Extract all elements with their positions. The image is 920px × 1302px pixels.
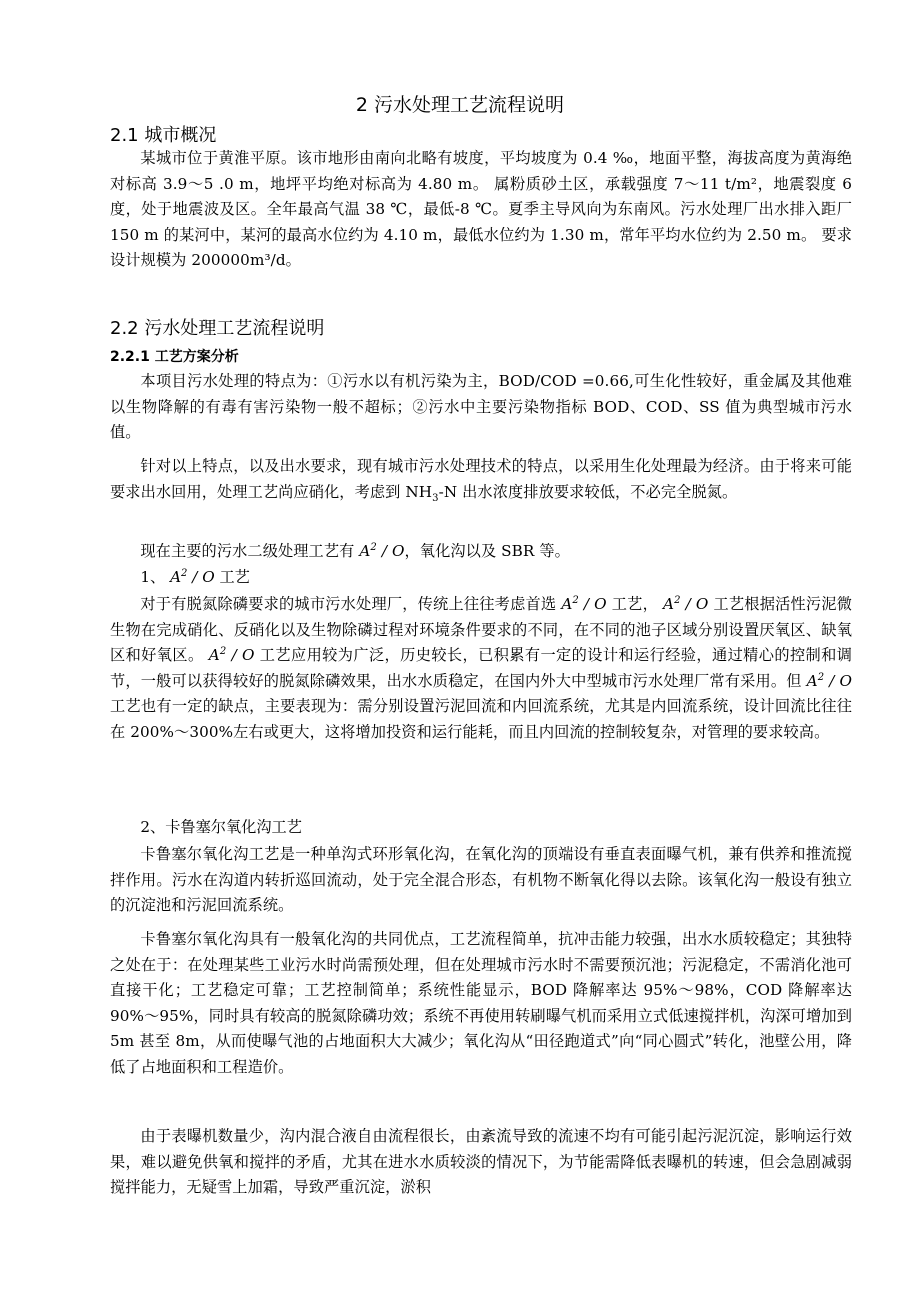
a2o-term: $A^2$ / O (663, 594, 709, 613)
a2o-description-paragraph: 对于有脱氮除磷要求的城市污水处理厂，传统上往往考虑首选 $A^2$ / O 工艺， $A^2$ / O 工艺根据活性污泥微生物在完成硝化、反硝化以及生物除磷过程对环境条件要求的不同，在不同的池子区域分别设置厌氧区、缺氧区和好氧区。 $A^2$ / O 工艺应用较为广泛，历史较长，已积累有一定的设计和运行经验，通过精心的控制和调节，一般可以获得较好的脱氮除磷效果，出水水质稳定，在国内外大中型城市污水处理厂常有采用。但 $A^2$ / O 工艺也有一定的缺点，主要表现为：需分别设置污泥回流和内回流系统，尤其是内回流系统，设计回流比往往在 200%～300%左右或更大，这将增加投资和运行能耗，而且内回流的控制较复杂，对管理的要求较高。 (110, 594, 853, 741)
main-processes-paragraph: 现在主要的污水二级处理工艺有 $A^2$ / O，氧化沟以及 SBR 等。 (140, 541, 570, 560)
page-title: 2 污水处理工艺流程说明 (355, 94, 565, 116)
subsection-heading-2-2-1: 2.2.1 工艺方案分析 (110, 349, 239, 365)
a2o-term: $A^2$ / O (359, 541, 405, 560)
city-overview-paragraph: 某城市位于黄淮平原。该市地形由南向北略有坡度，平均坡度为 0.4 ‰，地面平整，海拔高度为黄海绝对标高 3.9～5 .0 m，地坪平均绝对标高为 4.80 m。 属粉质砂土区，承载强度 7～11 t/m²，地震裂度 6 度，处于地震波及区。全年最高气温 38 ℃，最低-8 ℃。夏季主导风向为东南风。污水处理厂出水排入距厂 150 m 的某河中，某河的最高水位约为 4.10 m，最低水位约为 1.30 m，常年平均水位约为 2.50 m。 要求设计规模为 200000m³/d。 (110, 149, 852, 269)
process-choice-paragraph: 针对以上特点，以及出水要求，现有城市污水处理技术的特点，以采用生化处理最为经济。由于将来可能要求出水回用，处理工艺尚应硝化，考虑到 $NH_3-N$ 出水浓度排放要求较低，不必完全脱氮。 (110, 457, 852, 504)
a2o-term: $A^2$ / O (208, 645, 255, 664)
a2o-term: $A^2$ / O (170, 567, 215, 586)
item-2-heading: 2、卡鲁塞尔氧化沟工艺 (140, 818, 302, 836)
a2o-term: $A^2$ / O (561, 594, 607, 613)
features-paragraph: 本项目污水处理的特点为：①污水以有机污染为主，BOD/COD =0.66,可生化性较好，重金属及其他难以生物降解的有毒有害污染物一般不超标；②污水中主要污染物指标 BOD、COD、SS 值为典型城市污水值。 (110, 372, 852, 441)
section-heading-2-2: 2.2 污水处理工艺流程说明 (110, 318, 325, 339)
carrousel-advantages-paragraph: 卡鲁塞尔氧化沟具有一般氧化沟的共同优点，工艺流程简单，抗冲击能力较强，出水水质较稳定；其独特之处在于：在处理某些工业污水时尚需预处理，但在处理城市污水时不需要预沉池；污泥稳定，不需消化池可直接干化；工艺稳定可靠；工艺控制简单；系统性能显示，BOD 降解率达 95%～98%，COD 降解率达 90%～95%，同时具有较高的脱氮除磷功效；系统不再使用转刷曝气机而采用立式低速搅拌机，沟深可增加到 5m 甚至 8m，从而使曝气池的占地面积大大减少；氧化沟从“田径跑道式”向“同心圆式”转化，池壁公用，降低了占地面积和工程造价。 (110, 930, 852, 1076)
item-1-heading: 1、 $A^2$ / O 工艺 (140, 567, 250, 586)
carrousel-description-paragraph: 卡鲁塞尔氧化沟工艺是一种单沟式环形氧化沟，在氧化沟的顶端设有垂直表面曝气机，兼有供养和推流搅拌作用。污水在沟道内转折巡回流动，处于完全混合形态，有机物不断氧化得以去除。该氧化沟一般设有独立的沉淀池和污泥回流系统。 (110, 845, 852, 914)
a2o-term: $A^2$ / O (806, 671, 852, 690)
section-heading-2-1: 2.1 城市概况 (110, 125, 217, 146)
carrousel-drawbacks-paragraph: 由于表曝机数量少，沟内混合液自由流程很长，由紊流导致的流速不均有可能引起污泥沉淀，影响运行效果，难以避免供氧和搅拌的矛盾，尤其在进水水质较淡的情况下，为节能需降低表曝机的转速，但会急剧减弱搅拌能力，无疑雪上加霜，导致严重沉淀，淤积 (110, 1127, 852, 1196)
